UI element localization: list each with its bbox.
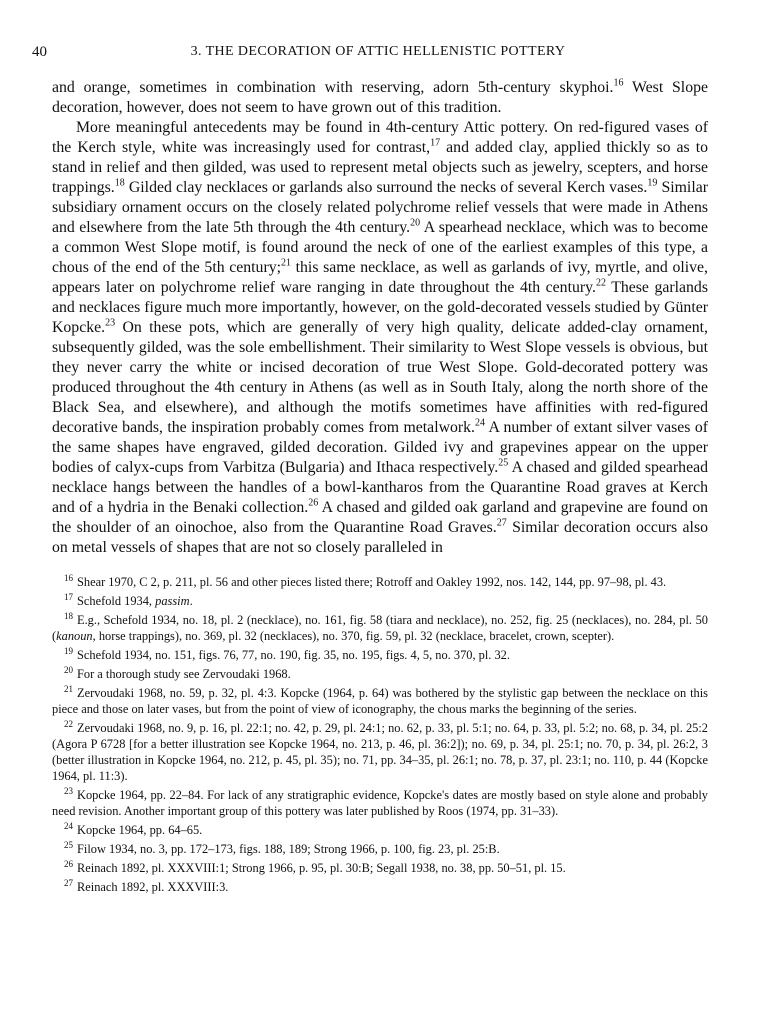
footnote-22: $^{22}$ Zervoudaki 1968, no. 9, p. 16, pl. 22:1; no. 42, p. 29, pl. 24:1; no. 62, p. 33, pl. 5:1; no. 64, p. 33, pl. 5:2; no. 68, p. 34, pl. 25:2 (Agora P 6728 [for a better illustration see Kopcke 1964, no. 213, p. 46, pl. 36:2]); no. 69, p. 34, pl. 25:1; no. 70, p. 34, pl. 26:2, 3 (better illustration in Kopcke 1964, no. 212, p. 45, pl. 35); no. 71, pp. 34–35, pl. 26:1; no. 78, p. 37, pl. 23:1; no. 110, p. 44 (Kopcke 1964, pl. 11:3). [52,718,708,783]
paragraph-2: More meaningful antecedents may be found in 4th-century Attic pottery. On red-figured vases of the Kerch style, white was increasingly used for contrast,$^{17}$ and added clay, applied thickly so as to stand in relief and then gilded, was used to represent metal objects such as jewelry, scepters, and horse trappings.$^{18}$ Gilded clay necklaces or garlands also surround the necks of several Kerch vases.$^{19}$ Similar subsidiary ornament occurs on the closely related polychrome relief vessels that were made in Athens and elsewhere from the late 5th through the 4th century.$^{20}$ A spearhead necklace, which was to become a common West Slope motif, is found around the neck of one of the earliest examples of this type, a chous of the end of the 5th century;$^{21}$ this same necklace, as well as garlands of ivy, myrtle, and olive, appears later on polychrome relief ware ranging in date throughout the 4th century.$^{22}$ These garlands and necklaces figure much more importantly, however, on the gold-decorated vessels studied by Günter Kopcke.$^{23}$ On these pots, which are generally of very high quality, delicate added-clay ornament, subsequently gilded, was the sole embellishment. Their similarity to West Slope vessels is obvious, but they never carry the white or incised decoration of true West Slope. Gold-decorated pottery was produced throughout the 4th century in Athens (as well as in South Italy, along the north shore of the Black Sea, and elsewhere), and although the motifs sometimes have affinities with red-figured decorative bands, the inspiration probably comes from metalwork.$^{24}$ A number of extant silver vases of the same shapes have engraved, gilded decoration. Gilded ivy and grapevines appear on the upper bodies of calyx-cups from Varbitza (Bulgaria) and Ithaca respectively.$^{25}$ A chased and gilded spearhead necklace hangs between the handles of a bowl-kantharos from the Quarantine Road graves at Kerch and of a hydria in the Benaki collection.$^{26}$ A chased and gilded oak garland and grapevine are found on the shoulder of an oinochoe, also from the Quarantine Road Graves.$^{27}$ Similar decoration occurs also on metal vessels of shapes that are not so closely paralleled in [52,119,708,556]
footnote-ref-18[interactable]: 18 [114,177,125,189]
footnote-ref-22[interactable]: 22 [595,277,606,289]
footnotes [52,574,708,898]
footnote-ref-17[interactable]: 17 [430,137,441,149]
footnote-17: $^{17}$ Schefold 1934, passim. [64,591,193,608]
footnote-26: $^{26}$ Reinach 1892, pl. XXXVIII:1; Strong 1966, p. 95, pl. 30:B; Segall 1938, no. 38, pp. 50–51, pl. 15. [64,858,566,875]
footnote-21: $^{21}$ Zervoudaki 1968, no. 59, p. 32, pl. 4:3. Kopcke (1964, p. 64) was bothered by the stylistic gap between the necklace on this piece and those on later vases, but from the point of view of iconography, the chous marks the beginning of the series. [52,683,708,716]
page-number: 40 [32,44,47,60]
footnote-24: $^{24}$ Kopcke 1964, pp. 64–65. [64,820,203,837]
footnote-23: $^{23}$ Kopcke 1964, pp. 22–84. For lack of any stratigraphic evidence, Kopcke's dates are mostly based on style alone and probably need revision. Another important group of this pottery was later published by Roos (1974, pp. 31–33). [52,785,708,818]
footnote-19: $^{19}$ Schefold 1934, no. 151, figs. 76, 77, no. 190, fig. 35, no. 195, figs. 4, 5, no. 370, pl. 32. [64,645,510,662]
footnote-27: $^{27}$ Reinach 1892, pl. XXXVIII:3. [64,877,229,894]
footnote-18: $^{18}$ E.g., Schefold 1934, no. 18, pl. 2 (necklace), no. 161, fig. 58 (tiara and necklace), no. 252, fig. 25 (necklaces), no. 284, pl. 50 (kanoun, horse trappings), no. 369, pl. 32 (necklaces), no. 370, fig. 59, pl. 32 (necklace, bracelet, crown, scepter). [52,610,708,643]
footnote-16: $^{16}$ Shear 1970, C 2, p. 211, pl. 56 and other pieces listed there; Rotroff and Oakley 1992, nos. 142, 144, pp. 97–98, pl. 43. [64,572,667,589]
footnote-ref-23[interactable]: 23 [105,317,116,329]
footnote-20: $^{20}$ For a thorough study see Zervoudaki 1968. [64,664,291,681]
paragraph-1: and orange, sometimes in combination with reserving, adorn 5th-century skyphoi.$^{16}$ West Slope decoration, however, does not seem to have grown out of this tradition. [52,77,709,116]
footnote-25: $^{25}$ Filow 1934, no. 3, pp. 172–173, figs. 188, 189; Strong 1966, p. 100, fig. 23, pl. 25:B. [64,839,500,856]
running-head: 3. THE DECORATION OF ATTIC HELLENISTIC POTTERY [190,44,566,59]
footnote-ref-25[interactable]: 25 [498,457,509,469]
footnote-ref-26[interactable]: 26 [308,497,319,509]
footnote-ref-27[interactable]: 27 [496,517,507,529]
footnote-ref-20[interactable]: 20 [410,217,421,229]
footnote-ref-19[interactable]: 19 [647,177,658,189]
footnote-ref-16[interactable]: 16 [613,77,624,89]
footnote-ref-24[interactable]: 24 [475,417,486,429]
footnote-ref-21[interactable]: 21 [281,257,291,269]
body-text [52,78,708,558]
page-header [32,44,724,68]
